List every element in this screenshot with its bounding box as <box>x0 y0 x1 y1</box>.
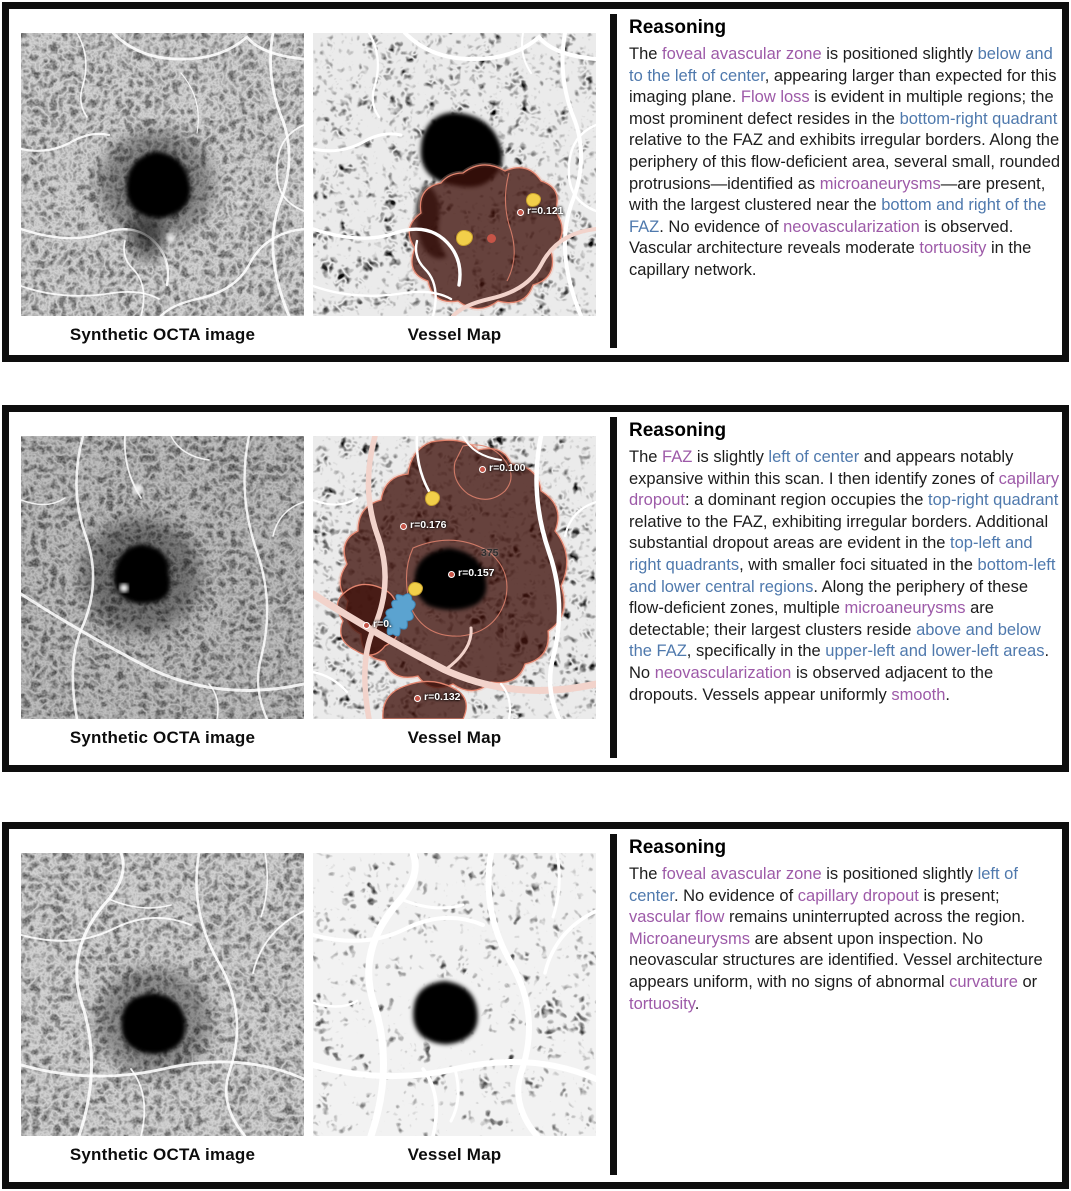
highlight-loc: left of center <box>629 865 1018 905</box>
synthetic-octa-image <box>21 436 304 719</box>
octa-figure <box>21 853 304 1165</box>
reasoning-block <box>629 420 1065 706</box>
plain-text: are detectable; their largest clusters reside <box>629 599 994 639</box>
reasoning-text <box>629 447 1065 706</box>
highlight-term: Microaneurysms <box>629 929 751 948</box>
measurement-dot <box>479 466 486 473</box>
annotation-label: r=0.121 <box>527 205 564 217</box>
vessel-caption: Vessel Map <box>407 325 502 344</box>
plain-text: The <box>629 45 663 63</box>
octa-caption: Synthetic OCTA image <box>69 728 256 747</box>
reasoning-heading: Reasoning <box>629 837 727 858</box>
highlight-term: capillary dropout <box>797 886 919 905</box>
plain-text: . Along the periphery of these flow-deficient zones, multiple <box>629 577 1029 618</box>
octa-render <box>21 33 304 316</box>
plain-text: is observed. Vascular architecture reveals moderate <box>629 217 1014 258</box>
annotation-label: r=0.132 <box>424 691 461 703</box>
highlight-term: tortuosity <box>919 239 987 258</box>
octa-figure <box>21 33 304 345</box>
vertical-divider <box>610 417 617 758</box>
figure-row-2 <box>2 405 1069 772</box>
vessel-map-image <box>313 436 596 719</box>
plain-text: is positioned slightly <box>821 45 978 63</box>
highlight-term: foveal avascular zone <box>662 45 822 63</box>
plain-text: is present; <box>918 886 1000 905</box>
reasoning-text <box>629 864 1065 1015</box>
plain-text: . <box>945 685 951 704</box>
plain-text: , specifically in the <box>686 642 826 661</box>
vessel-caption: Vessel Map <box>407 1145 502 1164</box>
highlight-loc: bottom-left and lower central regions <box>629 555 1056 596</box>
highlight-loc: left of center <box>768 448 860 466</box>
vessel-map-render <box>313 33 596 316</box>
highlight-term: curvature <box>949 972 1018 991</box>
highlight-term: Flow loss <box>740 88 810 107</box>
plain-text: . No <box>629 642 1050 682</box>
plain-text: , appearing larger than expected for this imaging plane. <box>629 66 1057 107</box>
measurement-dot <box>400 523 407 530</box>
plain-text: remains uninterrupted across the region. <box>724 908 1026 927</box>
plain-text: : a dominant region occupies the <box>684 491 929 510</box>
reasoning-heading: Reasoning <box>629 17 727 38</box>
measurement-dot <box>414 695 421 702</box>
plain-text: , with smaller foci situated in the <box>739 555 978 574</box>
synthetic-octa-image <box>21 33 304 316</box>
plain-text: The <box>629 448 663 466</box>
plain-text: is evident in multiple regions; the most prominent defect resides in the <box>629 88 1054 128</box>
vertical-divider <box>610 14 617 348</box>
figure-row-1 <box>2 2 1069 362</box>
octa-render <box>21 853 304 1136</box>
highlight-loc: bottom and right of the FAZ <box>629 196 1047 236</box>
highlight-loc: top-right quadrant <box>928 491 1059 510</box>
plain-text: The <box>629 865 663 883</box>
highlight-term: microaneurysms <box>844 599 966 618</box>
plain-text: relative to the FAZ and exhibits irregular borders. Along the periphery of this flow-deficient area, several small, rounded protrusions—identified as <box>629 131 1061 193</box>
bright-lesion-spot <box>120 584 129 593</box>
reasoning-block <box>629 837 1065 1015</box>
measurement-dot <box>517 209 524 216</box>
highlight-term: capillary dropout <box>629 469 1060 510</box>
lesion-dot-marker <box>487 234 496 243</box>
plain-text: is observed adjacent to the dropouts. Vessels appear uniformly <box>629 663 994 704</box>
highlight-term: microaneurysms <box>819 174 941 193</box>
highlight-loc: bottom-right quadrant <box>899 109 1058 128</box>
plain-text: in the capillary network. <box>629 239 1032 279</box>
reasoning-text <box>629 44 1065 282</box>
vertical-divider <box>610 834 617 1175</box>
highlight-loc: upper-left and lower-left areas <box>825 642 1045 661</box>
octa-render <box>21 436 304 719</box>
highlight-term: neovascularization <box>783 217 920 236</box>
plain-text: relative to the FAZ, exhibiting irregular borders. Additional substantial dropout areas are evident in the <box>629 512 1049 553</box>
plain-text: or <box>1017 972 1038 991</box>
bright-lesion-spot <box>134 485 143 494</box>
highlight-term: FAZ <box>662 448 693 466</box>
highlight-loc: above and below the FAZ <box>629 620 1041 661</box>
annotation-label: r=0.100 <box>489 462 526 474</box>
highlight-term: vascular flow <box>629 908 725 927</box>
octa-caption: Synthetic OCTA image <box>69 1145 256 1164</box>
annotation-label: r=0.176 <box>410 519 447 531</box>
highlight-loc: below and to the left of center <box>629 45 1053 85</box>
plain-text: is positioned slightly <box>821 865 978 883</box>
plain-text: is slightly <box>692 448 769 466</box>
vessel-map-figure <box>313 33 596 345</box>
vessel-map-render <box>313 853 596 1136</box>
bright-lesion-spot <box>167 234 175 242</box>
octa-caption: Synthetic OCTA image <box>69 325 256 344</box>
plain-text: are absent upon inspection. No neovascular structures are identified. Vessel architecture appears uniform, with no signs of abnormal <box>629 929 1043 991</box>
annotation-label: r=0. <box>373 618 392 630</box>
vessel-map-image <box>313 853 596 1136</box>
reasoning-heading: Reasoning <box>629 420 727 441</box>
plain-text: . No evidence of <box>659 217 784 236</box>
reasoning-block <box>629 17 1065 282</box>
highlight-term: smooth <box>891 685 946 704</box>
vessel-map-render <box>313 436 596 719</box>
vessel-map-figure <box>313 436 596 748</box>
vessel-map-image <box>313 33 596 316</box>
vessel-caption: Vessel Map <box>407 728 502 747</box>
highlight-term: tortuosity <box>629 994 695 1013</box>
bright-lesion-spot <box>237 200 244 207</box>
vessel-map-figure <box>313 853 596 1165</box>
annotation-label: r=0.157 <box>458 567 495 579</box>
figure-row-3 <box>2 822 1069 1189</box>
measurement-dot <box>363 622 370 629</box>
highlight-term: neovascularization <box>654 663 792 682</box>
plain-text: . <box>694 994 700 1013</box>
highlight-loc: top-left and right quadrants <box>629 534 1033 574</box>
annotation-label: 375 <box>481 547 499 559</box>
measurement-dot <box>448 571 455 578</box>
plain-text: —are present, with the largest clustered near the <box>629 174 1046 215</box>
plain-text: . No evidence of <box>673 886 798 905</box>
synthetic-octa-image <box>21 853 304 1136</box>
plain-text: and appears notably expansive within this scan. I then identify zones of <box>629 448 1014 488</box>
highlight-term: foveal avascular zone <box>662 865 822 883</box>
octa-figure <box>21 436 304 748</box>
